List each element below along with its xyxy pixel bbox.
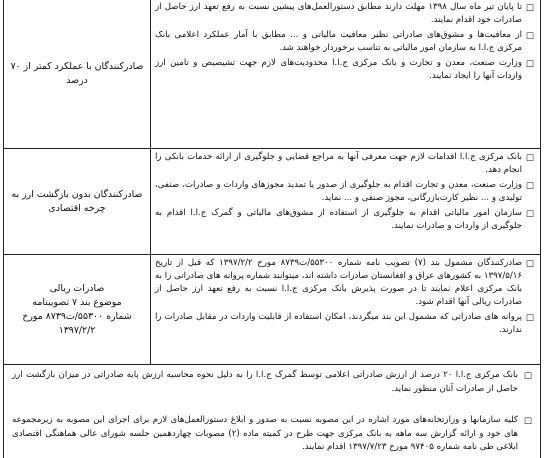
checkbox-bullet-icon: □: [525, 181, 534, 192]
list-item: □ کلیه سازمانها و وزارتخانه‌های مورد اشاره در این مصوبه نسبت به صدور و ابلاغ دستورالعمل‌های لازم برای اجرای این مصوبه به زیرمجموعه های خود و ارائه گزارش سه ماهه به بانک مرکزی جهت طرح در کمیته ماده (۲) مصوبات چهاردهمین جلسه شورای عالی هماهنگی اقتصادی ابلاغی طی نامه شماره ۹۷۴۰۵ مورخ ۱۳۹۷/۷/۲۳ اقدام نمایند.: [12, 415, 532, 453]
category-line: صادرکنندگان با عملکرد کمتر از ۷۰ درصد: [10, 60, 144, 86]
checkbox-bullet-icon: □: [525, 3, 534, 13]
category-line: موضوع بند ۷ تصویبنامه: [32, 296, 122, 308]
notes-list: [12, 369, 532, 455]
item-list: [155, 151, 534, 234]
list-item: □ از معافیت‌ها و مشوق‌های صادراتی نظیر معافیت مالیاتی و ... مطابق با آمار عملکرد اعلامی بانک مرکزی ج.ا.ا به سازمان امور مالیاتی به تناسب برخوردار خواهند شد.: [155, 30, 534, 54]
item-list: [155, 1, 534, 84]
checkbox-bullet-icon: □: [525, 259, 534, 269]
list-item: □ سازمان امور مالیاتی اقدام به جلوگیری از استفاده از مشوق‌های مالیاتی و گمرک ج.ا.ا اقدام به جلوگیری از واردات و صادرات نمایند.: [155, 208, 534, 232]
list-item: □ وزارت صنعت، معدن و تجارت اقدام به جلوگیری از صدور یا تمدید مجوزهای واردات و صادرات، صنفی، تولیدی و ... نظیر کارت‌بازرگانی، مجوز صنفی و ... نماید.: [155, 180, 534, 204]
category-line: چرخه اقتصادی: [48, 202, 106, 214]
list-item: □ پروانه های صادراتی که مشمول این بند میگردند، امکان استفاده از قابلیت واردات در مقابل صادرات را ندارند.: [155, 312, 534, 336]
row-category: [4, 149, 151, 255]
row-details: [151, 255, 541, 365]
list-item: □ وزارت صنعت، معدن و تجارت و بانک مرکزی ج.ا.ا محدودیت‌های لازم جهت تشیصیص و تامین ارز واردات آنها را ایجاد نمایند.: [155, 58, 534, 82]
checkbox-bullet-icon: □: [523, 371, 532, 381]
checkbox-bullet-icon: □: [525, 209, 534, 220]
checkbox-bullet-icon: □: [525, 153, 534, 163]
row-category: [4, 255, 151, 365]
policy-table: [3, 0, 541, 458]
checkbox-bullet-icon: □: [525, 59, 534, 70]
list-item: □ صادرکنندگان مشمول بند (۷) تصویب نامه شماره ۵۵۳۰۰/ت۸۷۳۹ مورخ ۱۳۹۷/۲/۲ که قبل از تاریخ ۱۳۹۷/۵/۱۶ به کشورهای عراق و افغانستان صادرات داشته اند، میتوانند شماره پروانه های صادراتی را به بانک مرکزی اعلام نمایند تا در صورت پذیرش بانک مرکزی ج.ا.ا نسبت به رفع تعهد ارز حاصل از صادرات ریالی آنها اقدام شود.: [155, 258, 534, 308]
list-item: □ تا پایان تیر ماه سال ۱۳۹۸ مهلت دارند مطابق دستورالعمل‌های پیشین نسبت به رفع تعهد ارز حاصل از صادرات خود اقدام نمایند.: [155, 2, 534, 26]
category-line: صادرات ریالی: [49, 282, 105, 294]
table-row-low-performance: [4, 0, 541, 149]
list-item: □ بانک مرکزی ج.ا.ا اقدامات لازم جهت معرفی آنها به مراجع قضایی و جلوگیری از ارائه خدمات بانکی را انجام دهد.: [155, 152, 534, 176]
checkbox-bullet-icon: □: [523, 416, 532, 427]
category-line: شماره ۵۵۳۰۰/ت۸۷۳۹ مورخ: [22, 310, 132, 322]
notes-cell: [4, 365, 541, 458]
spacer: [12, 398, 532, 412]
category-line: ۱۳۹۷/۲/۲: [58, 324, 96, 336]
table-row-general-notes: [4, 365, 541, 458]
checkbox-bullet-icon: □: [525, 31, 534, 42]
row-details: [151, 149, 541, 255]
table-row-rial-exports: [4, 255, 541, 365]
list-item: □ بانک مرکزی ج.ا.ا ۲۰ درصد از ارزش صادراتی اعلامی توسط گمرک ج.ا.ا را به دلیل نحوه محاسبه ارزش پایه صادراتی در میزان بازگشت ارز حاصل از صادرات آنان منظور نماید.: [12, 370, 532, 394]
table-row-no-return: [4, 149, 541, 255]
row-category: [4, 0, 151, 149]
item-list: [155, 257, 534, 338]
row-details: [151, 0, 541, 149]
checkbox-bullet-icon: □: [525, 313, 534, 324]
category-line: صادرکنندگان بدون بازگشت ارز به: [11, 188, 143, 200]
